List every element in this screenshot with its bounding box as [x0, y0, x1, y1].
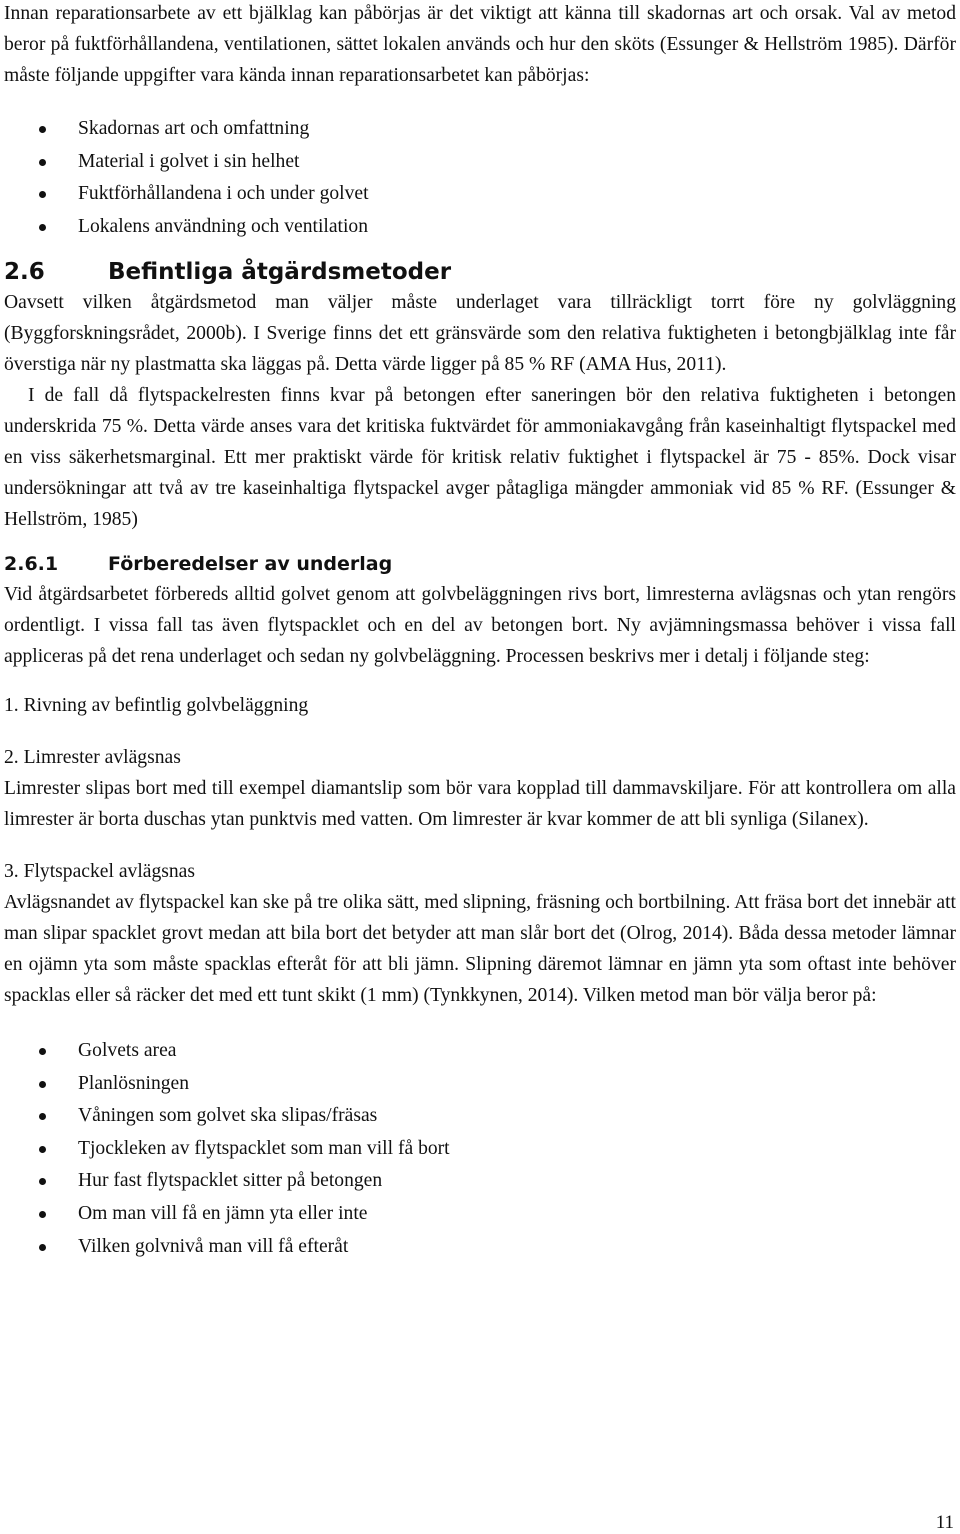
list-item-text: Planlösningen	[78, 1072, 190, 1094]
list-item-text: Hur fast flytspacklet sitter på betongen	[78, 1170, 383, 1192]
list-item	[4, 1231, 956, 1264]
intro-paragraph: Innan reparationsarbete av ett bjälklag kan påbörjas är det viktigt att känna till skadornas art och orsak. Val av metod beror på fuktförhållandena, ventilationen, sättet lokalen används och hur den sköts (Essunger & Hellström 1985). Därför måste följande uppgifter vara kända innan reparationsarbetet kan påbörjas:	[4, 3, 956, 86]
list-item-text: Om man vill få en jämn yta eller inte	[78, 1202, 368, 1224]
list-item-text: Våningen som golvet ska slipas/fräsas	[78, 1105, 378, 1127]
section-heading-2-6	[4, 257, 956, 287]
list-item	[4, 146, 956, 179]
page-number: 11	[935, 1512, 954, 1533]
bullet-icon	[39, 159, 46, 166]
section-2-6-paragraph-2: I de fall då flytspackelresten finns kvar på betongen efter saneringen bör den relativa fuktigheten i betongen underskrida 75 %. Detta värde anses vara det kritiska fuktvärdet för ammoniakavgång från kaseinhaltigt flytspackel med en viss säkerhetsmarginal. Ett mer praktiskt värde för kritisk relativ fuktighet i flytspackel är 75 - 85%. Dock visar undersökningar att två av tre kaseinhaltiga flytspackel avger påtagliga mängder ammoniak vid 85 % RF. (Essunger & Hellström, 1985)	[4, 385, 956, 530]
section-title: Förberedelser av underlag	[108, 553, 393, 575]
bullet-icon	[39, 1081, 46, 1088]
list-item	[4, 1133, 956, 1166]
bullet-icon	[39, 1146, 46, 1153]
section-title: Befintliga åtgärdsmetoder	[108, 259, 452, 285]
section-number: 2.6	[4, 259, 45, 285]
bullet-icon	[39, 224, 46, 231]
section-2-6-paragraph-1: Oavsett vilken åtgärdsmetod man väljer måste underlaget vara tillräckligt torrt före ny golvläggning (Byggforskningsrådet, 2000b). I Sverige finns det ett gränsvärde som den relativa fuktigheten i betongbjälklag inte får överstiga när ny plastmatta ska läggas på. Detta värde ligger på 85 % RF (AMA Hus, 2011).	[4, 292, 956, 375]
list-item-text: Fuktförhållandena i och under golvet	[78, 183, 369, 204]
list-item-text: Tjockleken av flytspacklet som man vill få bort	[78, 1137, 450, 1159]
list-item-text: Lokalens användning och ventilation	[78, 215, 369, 237]
step-2-title: 2. Limrester avlägsnas	[4, 747, 181, 768]
list-item	[4, 1198, 956, 1231]
bullet-icon	[39, 126, 46, 133]
list-item	[4, 1100, 956, 1133]
list-item	[4, 1165, 956, 1198]
bullet-icon	[39, 1211, 46, 1218]
section-2-6-1-paragraph: Vid åtgärdsarbetet förbereds alltid golvet genom att golvbeläggningen rivs bort, limresterna avlägsnas och ytan rengörs ordentligt. I vissa fall tas även flytspacklet och en del av betongen bort. Ny avjämningsmassa behöver i vissa fall appliceras på det rena underlaget och sedan ny golvbeläggning. Processen beskrivs mer i detalj i följande steg:	[4, 584, 956, 667]
list-item	[4, 113, 956, 146]
list-item-text: Vilken golvnivå man vill få efteråt	[78, 1235, 349, 1257]
step-3-title: 3. Flytspackel avlägsnas	[4, 861, 196, 882]
bullet-icon	[39, 1178, 46, 1185]
list-item	[4, 178, 956, 211]
method-factors-list	[4, 1035, 956, 1263]
bullet-icon	[39, 1048, 46, 1055]
step-3-text: Avlägsnandet av flytspackel kan ske på tre olika sätt, med slipning, fräsning och bortbilning. Att fräsa bort det innebär att man slipar spacklet grovt medan att bila bort det betyder att man slår bort det (Olrog, 2014). Båda dessa metoder lämnar en ojämn yta som måste spacklas efteråt för att bli jämn. Slipning däremot lämnar en jämn yta som oftast inte behöver spacklas eller så räcker det med ett tunt skikt (1 mm) (Tynkkynen, 2014). Vilken metod man bör välja beror på:	[4, 892, 956, 1006]
list-item-text: Material i golvet i sin helhet	[78, 150, 300, 172]
list-item-text: Golvets area	[78, 1040, 177, 1061]
bullet-icon	[39, 191, 46, 198]
list-item	[4, 211, 956, 244]
step-2-text: Limrester slipas bort med till exempel diamantslip som bör vara kopplad till dammavskiljare. För att kontrollera om alla limrester är borta duschas ytan punktvis med vatten. Om limrester är kvar kommer de att bli synliga (Silanex).	[4, 778, 956, 830]
section-heading-2-6-1	[4, 549, 956, 579]
intro-bullet-list	[4, 113, 956, 243]
list-item	[4, 1035, 956, 1068]
bullet-icon	[39, 1244, 46, 1251]
step-1-title: 1. Rivning av befintlig golvbeläggning	[4, 695, 309, 716]
section-number: 2.6.1	[4, 553, 59, 575]
list-item	[4, 1068, 956, 1101]
bullet-icon	[39, 1113, 46, 1120]
list-item-text: Skadornas art och omfattning	[78, 118, 310, 139]
